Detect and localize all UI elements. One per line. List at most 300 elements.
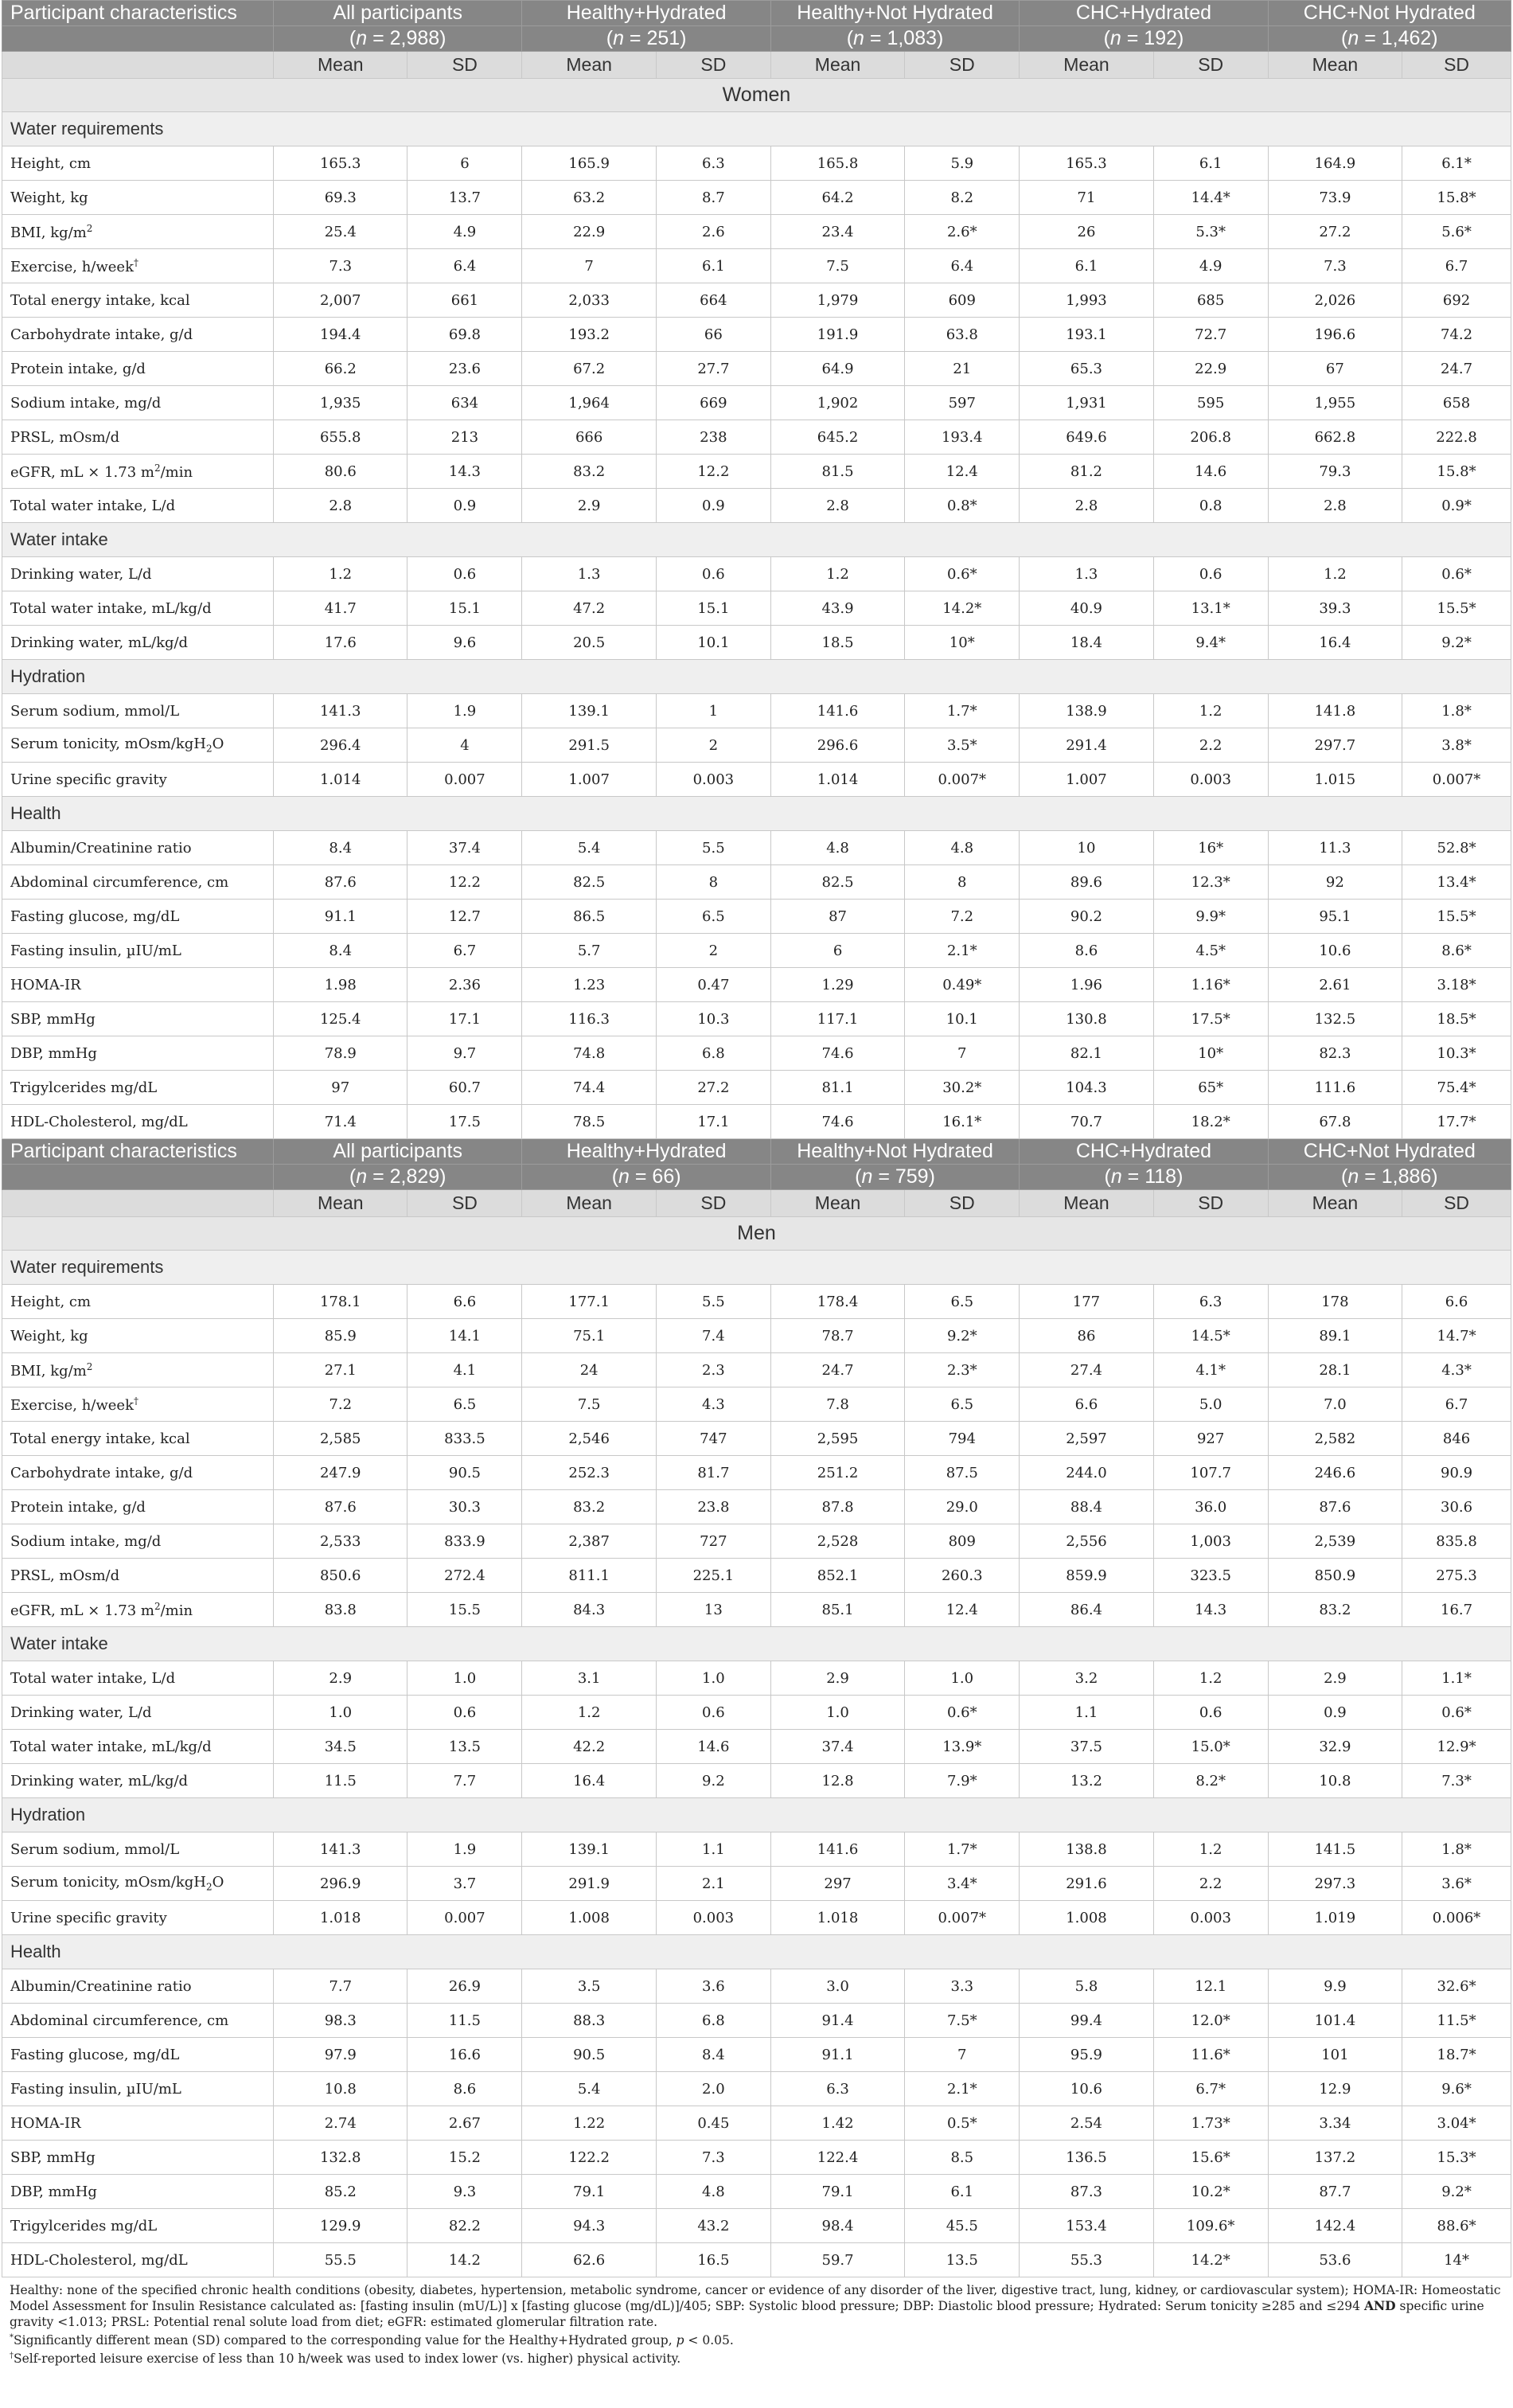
table-row: [2, 1422, 1511, 1456]
mean-value: 251.2: [770, 1456, 904, 1490]
mean-value: 8.4: [274, 934, 407, 968]
mean-header: Mean: [522, 1190, 656, 1217]
sd-value: 6: [407, 146, 522, 181]
sd-value: 661: [407, 283, 522, 318]
mean-value: 116.3: [522, 1002, 656, 1036]
mean-value: 8.4: [274, 831, 407, 865]
sd-value: 4.3: [656, 1387, 770, 1422]
sd-value: 12.3*: [1153, 865, 1268, 900]
mean-value: 7.5: [770, 249, 904, 283]
row-label: Drinking water, mL/kg/d: [2, 1764, 274, 1798]
mean-value: 11.3: [1268, 831, 1402, 865]
sd-value: 1.9: [407, 1832, 522, 1867]
mean-value: 66.2: [274, 352, 407, 386]
mean-value: 82.3: [1268, 1036, 1402, 1071]
mean-value: 16.4: [1268, 626, 1402, 660]
sd-value: 323.5: [1153, 1559, 1268, 1593]
section-header-row: [2, 1627, 1511, 1661]
mean-value: 178.4: [770, 1285, 904, 1319]
group-n-header: (n = 2,829): [274, 1165, 522, 1190]
sd-value: 9.3: [407, 2175, 522, 2209]
mean-value: 22.9: [522, 215, 656, 249]
mean-value: 2,026: [1268, 283, 1402, 318]
mean-value: 125.4: [274, 1002, 407, 1036]
mean-value: 2.61: [1268, 968, 1402, 1002]
mean-value: 138.8: [1020, 1832, 1153, 1867]
sd-value: 727: [656, 1524, 770, 1559]
mean-value: 1.008: [522, 1901, 656, 1935]
sd-value: 10*: [905, 626, 1020, 660]
sd-value: 5.0: [1153, 1387, 1268, 1422]
group-name-header: Healthy+Not Hydrated: [770, 1139, 1019, 1165]
mean-value: 1.014: [274, 763, 407, 797]
sd-value: 3.6*: [1402, 1867, 1511, 1901]
section-title: Health: [2, 1935, 1511, 1969]
mean-value: 3.34: [1268, 2106, 1402, 2141]
sd-value: 7: [905, 2038, 1020, 2072]
sd-value: 9.2*: [1402, 626, 1511, 660]
row-label: Fasting insulin, µIU/mL: [2, 934, 274, 968]
sd-value: 1.9: [407, 694, 522, 728]
mean-value: 649.6: [1020, 420, 1153, 455]
table-row: [2, 1456, 1511, 1490]
table-row: [2, 1901, 1511, 1935]
mean-value: 666: [522, 420, 656, 455]
section-header-row: [2, 523, 1511, 557]
sd-value: 8: [905, 865, 1020, 900]
sd-value: 835.8: [1402, 1524, 1511, 1559]
group-name-header: Healthy+Hydrated: [522, 1, 770, 26]
sd-value: 17.1: [407, 1002, 522, 1036]
mean-header: Mean: [1268, 52, 1402, 79]
sd-value: 0.007*: [905, 763, 1020, 797]
group-name-header: All participants: [274, 1, 522, 26]
mean-value: 196.6: [1268, 318, 1402, 352]
sd-value: 0.8: [1153, 489, 1268, 523]
sd-value: 15.3*: [1402, 2141, 1511, 2175]
mean-value: 17.6: [274, 626, 407, 660]
mean-value: 95.9: [1020, 2038, 1153, 2072]
sd-header: SD: [905, 52, 1020, 79]
sd-value: 69.8: [407, 318, 522, 352]
table-row: [2, 1867, 1511, 1901]
mean-value: 6: [770, 934, 904, 968]
row-label: Urine specific gravity: [2, 763, 274, 797]
sd-value: 1: [656, 694, 770, 728]
table-row: [2, 1661, 1511, 1696]
row-label: Protein intake, g/d: [2, 1490, 274, 1524]
sd-value: 3.6: [656, 1969, 770, 2004]
header-spacer: [2, 1190, 274, 1217]
mean-header: Mean: [1020, 52, 1153, 79]
sd-value: 1.8*: [1402, 1832, 1511, 1867]
sd-value: 2.36: [407, 968, 522, 1002]
mean-value: 47.2: [522, 591, 656, 626]
mean-value: 64.9: [770, 352, 904, 386]
sd-value: 9.2*: [905, 1319, 1020, 1353]
sd-value: 10.3*: [1402, 1036, 1511, 1071]
mean-value: 37.4: [770, 1730, 904, 1764]
mean-value: 81.2: [1020, 455, 1153, 489]
mean-value: 69.3: [274, 181, 407, 215]
mean-value: 111.6: [1268, 1071, 1402, 1105]
mean-value: 2,595: [770, 1422, 904, 1456]
sd-value: 6.1*: [1402, 146, 1511, 181]
sd-value: 2.2: [1153, 1867, 1268, 1901]
mean-value: 2,387: [522, 1524, 656, 1559]
sd-value: 13: [656, 1593, 770, 1627]
mean-value: 43.9: [770, 591, 904, 626]
group-name-header: CHC+Not Hydrated: [1268, 1, 1511, 26]
sd-value: 37.4: [407, 831, 522, 865]
table-row: [2, 318, 1511, 352]
sd-value: 18.2*: [1153, 1105, 1268, 1139]
mean-value: 850.9: [1268, 1559, 1402, 1593]
sd-value: 7.3: [656, 2141, 770, 2175]
sd-value: 14.2: [407, 2243, 522, 2277]
sd-value: 14.3: [1153, 1593, 1268, 1627]
sd-value: 11.6*: [1153, 2038, 1268, 2072]
mean-value: 7.0: [1268, 1387, 1402, 1422]
row-label: HOMA-IR: [2, 968, 274, 1002]
mean-value: 165.9: [522, 146, 656, 181]
section-title: Health: [2, 797, 1511, 831]
row-label: HDL-Cholesterol, mg/dL: [2, 2243, 274, 2277]
mean-value: 101.4: [1268, 2004, 1402, 2038]
row-label: Total water intake, mL/kg/d: [2, 591, 274, 626]
section-header-row: [2, 1251, 1511, 1285]
mean-value: 55.5: [274, 2243, 407, 2277]
group-n-header: (n = 192): [1020, 26, 1268, 52]
sd-value: 14.6: [1153, 455, 1268, 489]
participant-characteristics-header: Participant characteristics: [2, 1139, 274, 1165]
mean-value: 12.8: [770, 1764, 904, 1798]
sd-value: 4.9: [1153, 249, 1268, 283]
sd-value: 45.5: [905, 2209, 1020, 2243]
sd-value: 2.1: [656, 1867, 770, 1901]
mean-value: 87: [770, 900, 904, 934]
sd-value: 272.4: [407, 1559, 522, 1593]
table-row: [2, 1353, 1511, 1387]
row-label: HOMA-IR: [2, 2106, 274, 2141]
mean-value: 71.4: [274, 1105, 407, 1139]
mean-value: 55.3: [1020, 2243, 1153, 2277]
sd-value: 14.7*: [1402, 1319, 1511, 1353]
sd-value: 0.6: [1153, 557, 1268, 591]
sd-value: 4.5*: [1153, 934, 1268, 968]
sd-value: 794: [905, 1422, 1020, 1456]
mean-value: 178.1: [274, 1285, 407, 1319]
mean-value: 141.3: [274, 1832, 407, 1867]
sd-value: 12.7: [407, 900, 522, 934]
sd-value: 9.6: [407, 626, 522, 660]
sd-value: 15.5: [407, 1593, 522, 1627]
mean-value: 74.4: [522, 1071, 656, 1105]
footnote-significance: *Significantly different mean (SD) compared to the corresponding value for the Healthy+Hydrated group, p < 0.05.: [10, 2333, 734, 2348]
mean-value: 16.4: [522, 1764, 656, 1798]
mean-value: 27.1: [274, 1353, 407, 1387]
mean-value: 291.9: [522, 1867, 656, 1901]
row-label: Fasting insulin, µIU/mL: [2, 2072, 274, 2106]
mean-value: 177.1: [522, 1285, 656, 1319]
mean-value: 28.1: [1268, 1353, 1402, 1387]
mean-value: 74.6: [770, 1105, 904, 1139]
mean-value: 132.8: [274, 2141, 407, 2175]
mean-value: 87.6: [274, 865, 407, 900]
table-row: [2, 420, 1511, 455]
mean-value: 177: [1020, 1285, 1153, 1319]
mean-value: 2.74: [274, 2106, 407, 2141]
sd-value: 72.7: [1153, 318, 1268, 352]
mean-value: 10: [1020, 831, 1153, 865]
sd-value: 13.5: [905, 2243, 1020, 2277]
mean-value: 5.7: [522, 934, 656, 968]
sd-header: SD: [656, 52, 770, 79]
sd-value: 3.3: [905, 1969, 1020, 2004]
sd-value: 13.5: [407, 1730, 522, 1764]
mean-value: 850.6: [274, 1559, 407, 1593]
sd-value: 6.5: [407, 1387, 522, 1422]
sd-value: 0.007*: [1402, 763, 1511, 797]
sd-value: 225.1: [656, 1559, 770, 1593]
sd-value: 6.7*: [1153, 2072, 1268, 2106]
mean-value: 85.1: [770, 1593, 904, 1627]
table-row: [2, 1387, 1511, 1422]
mean-value: 32.9: [1268, 1730, 1402, 1764]
mean-value: 89.6: [1020, 865, 1153, 900]
sd-value: 595: [1153, 386, 1268, 420]
row-label: Albumin/Creatinine ratio: [2, 831, 274, 865]
sd-value: 12.4: [905, 455, 1020, 489]
sd-value: 669: [656, 386, 770, 420]
sd-value: 0.003: [656, 763, 770, 797]
sd-header: SD: [1402, 1190, 1511, 1217]
women-sex-row: [2, 79, 1511, 112]
sd-value: 12.2: [656, 455, 770, 489]
sd-value: 15.1: [656, 591, 770, 626]
group-n-header: (n = 1,886): [1268, 1165, 1511, 1190]
mean-value: 6.1: [1020, 249, 1153, 283]
mean-value: 139.1: [522, 694, 656, 728]
sd-value: 1.0: [905, 1661, 1020, 1696]
sd-value: 66: [656, 318, 770, 352]
row-label: Serum sodium, mmol/L: [2, 694, 274, 728]
sd-value: 6.7: [1402, 249, 1511, 283]
mean-value: 94.3: [522, 2209, 656, 2243]
mean-value: 7: [522, 249, 656, 283]
row-label: SBP, mmHg: [2, 2141, 274, 2175]
mean-value: 53.6: [1268, 2243, 1402, 2277]
mean-value: 87.6: [1268, 1490, 1402, 1524]
row-label: eGFR, mL × 1.73 $m^2/\min$: [2, 1593, 274, 1627]
women-header-row-groups: [2, 1, 1511, 26]
sd-value: 8.2*: [1153, 1764, 1268, 1798]
sd-value: 238: [656, 420, 770, 455]
sd-value: 2.3*: [905, 1353, 1020, 1387]
sd-value: 7.5*: [905, 2004, 1020, 2038]
mean-value: 86.5: [522, 900, 656, 934]
sd-value: 63.8: [905, 318, 1020, 352]
sd-header: SD: [1153, 52, 1268, 79]
mean-value: 2.8: [770, 489, 904, 523]
mean-value: 645.2: [770, 420, 904, 455]
sd-value: 13.1*: [1153, 591, 1268, 626]
sd-value: 0.6: [656, 1696, 770, 1730]
mean-value: 83.2: [1268, 1593, 1402, 1627]
mean-value: 24.7: [770, 1353, 904, 1387]
mean-value: 130.8: [1020, 1002, 1153, 1036]
sd-value: 0.007: [407, 763, 522, 797]
mean-value: 70.7: [1020, 1105, 1153, 1139]
section-header-row: [2, 660, 1511, 694]
mean-value: 7.8: [770, 1387, 904, 1422]
sd-value: 2.0: [656, 2072, 770, 2106]
sd-value: 29.0: [905, 1490, 1020, 1524]
mean-value: 89.1: [1268, 1319, 1402, 1353]
sd-value: 12.4: [905, 1593, 1020, 1627]
mean-value: 859.9: [1020, 1559, 1153, 1593]
sd-value: 74.2: [1402, 318, 1511, 352]
table-row: [2, 2141, 1511, 2175]
sd-value: 193.4: [905, 420, 1020, 455]
mean-value: 12.9: [1268, 2072, 1402, 2106]
sd-value: 75.4*: [1402, 1071, 1511, 1105]
footnote-definitions: Healthy: none of the specified chronic health conditions (obesity, diabetes, hypertension, metabolic syndrome, cancer or evidence of any disorder of the liver, digestive tract, lung, kidney, or cardiovascular system); HOMA-IR: Homeostatic Model Assessment for Insulin Resistance calculated as: [fasting insulin (mU/L)] x [fasting glucose (mg/dL)]/405; SBP: Systolic blood pressure; DBP: Diastolic blood pressure; Hydrated: Serum tonicity ≥285 and ≤294 AND specific urine gravity <1.013; PRSL: Potential renal solute load from diet; eGFR: estimated glomerular filtration rate.: [10, 2283, 1501, 2329]
row-label: BMI, $kg/m^2$: [2, 215, 274, 249]
mean-value: 3.1: [522, 1661, 656, 1696]
sd-value: 12.2: [407, 865, 522, 900]
sd-value: 1.2: [1153, 1661, 1268, 1696]
mean-header: Mean: [770, 52, 904, 79]
mean-value: 9.9: [1268, 1969, 1402, 2004]
mean-value: 98.4: [770, 2209, 904, 2243]
row-label: Sodium intake, mg/d: [2, 386, 274, 420]
sd-value: 9.4*: [1153, 626, 1268, 660]
sd-value: 1.2: [1153, 694, 1268, 728]
mean-value: 1,979: [770, 283, 904, 318]
sd-header: SD: [656, 1190, 770, 1217]
sd-value: 109.6*: [1153, 2209, 1268, 2243]
mean-value: 1.98: [274, 968, 407, 1002]
sd-value: 6.5: [905, 1387, 1020, 1422]
section-title: Water intake: [2, 1627, 1511, 1661]
sd-value: 2.2: [1153, 728, 1268, 763]
table-row: [2, 489, 1511, 523]
mean-value: 13.2: [1020, 1764, 1153, 1798]
sd-value: 7.9*: [905, 1764, 1020, 1798]
sd-value: 0.45: [656, 2106, 770, 2141]
mean-value: 1.2: [522, 1696, 656, 1730]
sd-value: 81.7: [656, 1456, 770, 1490]
sd-value: 206.8: [1153, 420, 1268, 455]
sd-value: 0.47: [656, 968, 770, 1002]
sd-value: 0.8*: [905, 489, 1020, 523]
mean-value: 191.9: [770, 318, 904, 352]
table-row: [2, 1036, 1511, 1071]
sd-header: SD: [905, 1190, 1020, 1217]
sd-value: 9.2: [656, 1764, 770, 1798]
section-title: Water requirements: [2, 112, 1511, 146]
row-label: DBP, mmHg: [2, 1036, 274, 1071]
mean-value: 1.3: [1020, 557, 1153, 591]
mean-value: 247.9: [274, 1456, 407, 1490]
sd-value: 3.18*: [1402, 968, 1511, 1002]
sd-value: 14.5*: [1153, 1319, 1268, 1353]
mean-value: 91.4: [770, 2004, 904, 2038]
sd-value: 13.9*: [905, 1730, 1020, 1764]
mean-value: 79.1: [522, 2175, 656, 2209]
sd-value: 10.1: [656, 626, 770, 660]
sd-value: 4.8: [656, 2175, 770, 2209]
sd-value: 15.8*: [1402, 455, 1511, 489]
mean-value: 74.8: [522, 1036, 656, 1071]
row-label: Drinking water, L/d: [2, 1696, 274, 1730]
row-label: BMI, $kg/m^2$: [2, 1353, 274, 1387]
sd-value: 90.5: [407, 1456, 522, 1490]
mean-value: 2,528: [770, 1524, 904, 1559]
row-label: Carbohydrate intake, g/d: [2, 1456, 274, 1490]
mean-value: 1.2: [1268, 557, 1402, 591]
sd-value: 26.9: [407, 1969, 522, 2004]
sd-value: 6.4: [407, 249, 522, 283]
sd-value: 4.3*: [1402, 1353, 1511, 1387]
sd-value: 0.6: [407, 1696, 522, 1730]
sd-value: 0.003: [1153, 1901, 1268, 1935]
mean-value: 81.5: [770, 455, 904, 489]
row-label: Protein intake, g/d: [2, 352, 274, 386]
mean-value: 78.7: [770, 1319, 904, 1353]
table-row: [2, 2243, 1511, 2277]
sd-value: 747: [656, 1422, 770, 1456]
table-row: [2, 352, 1511, 386]
sd-value: 4.8: [905, 831, 1020, 865]
sd-value: 3.8*: [1402, 728, 1511, 763]
mean-value: 1.018: [274, 1901, 407, 1935]
sd-value: 30.2*: [905, 1071, 1020, 1105]
mean-value: 37.5: [1020, 1730, 1153, 1764]
sd-value: 8.6*: [1402, 934, 1511, 968]
section-header-row: [2, 797, 1511, 831]
sd-value: 15.6*: [1153, 2141, 1268, 2175]
mean-value: 7.3: [1268, 249, 1402, 283]
mean-value: 10.8: [274, 2072, 407, 2106]
group-n-header: (n = 1,462): [1268, 26, 1511, 52]
mean-value: 138.9: [1020, 694, 1153, 728]
mean-value: 41.7: [274, 591, 407, 626]
mean-value: 63.2: [522, 181, 656, 215]
sd-value: 0.6: [1153, 1696, 1268, 1730]
row-label: Total water intake, L/d: [2, 489, 274, 523]
row-label: SBP, mmHg: [2, 1002, 274, 1036]
sd-value: 809: [905, 1524, 1020, 1559]
row-label: Serum tonicity, mOsm/kgH$_2$O: [2, 1867, 274, 1901]
men-mean-sd-row: [2, 1190, 1511, 1217]
sd-value: 43.2: [656, 2209, 770, 2243]
mean-value: 655.8: [274, 420, 407, 455]
sd-value: 2: [656, 934, 770, 968]
sd-value: 82.2: [407, 2209, 522, 2243]
table-row: [2, 1524, 1511, 1559]
sd-value: 3.4*: [905, 1867, 1020, 1901]
mean-value: 40.9: [1020, 591, 1153, 626]
sd-value: 2.1*: [905, 934, 1020, 968]
mean-value: 82.5: [522, 865, 656, 900]
row-label: Total energy intake, kcal: [2, 1422, 274, 1456]
sd-value: 1.1*: [1402, 1661, 1511, 1696]
sd-value: 87.5: [905, 1456, 1020, 1490]
sd-value: 2.67: [407, 2106, 522, 2141]
mean-value: 7.2: [274, 1387, 407, 1422]
